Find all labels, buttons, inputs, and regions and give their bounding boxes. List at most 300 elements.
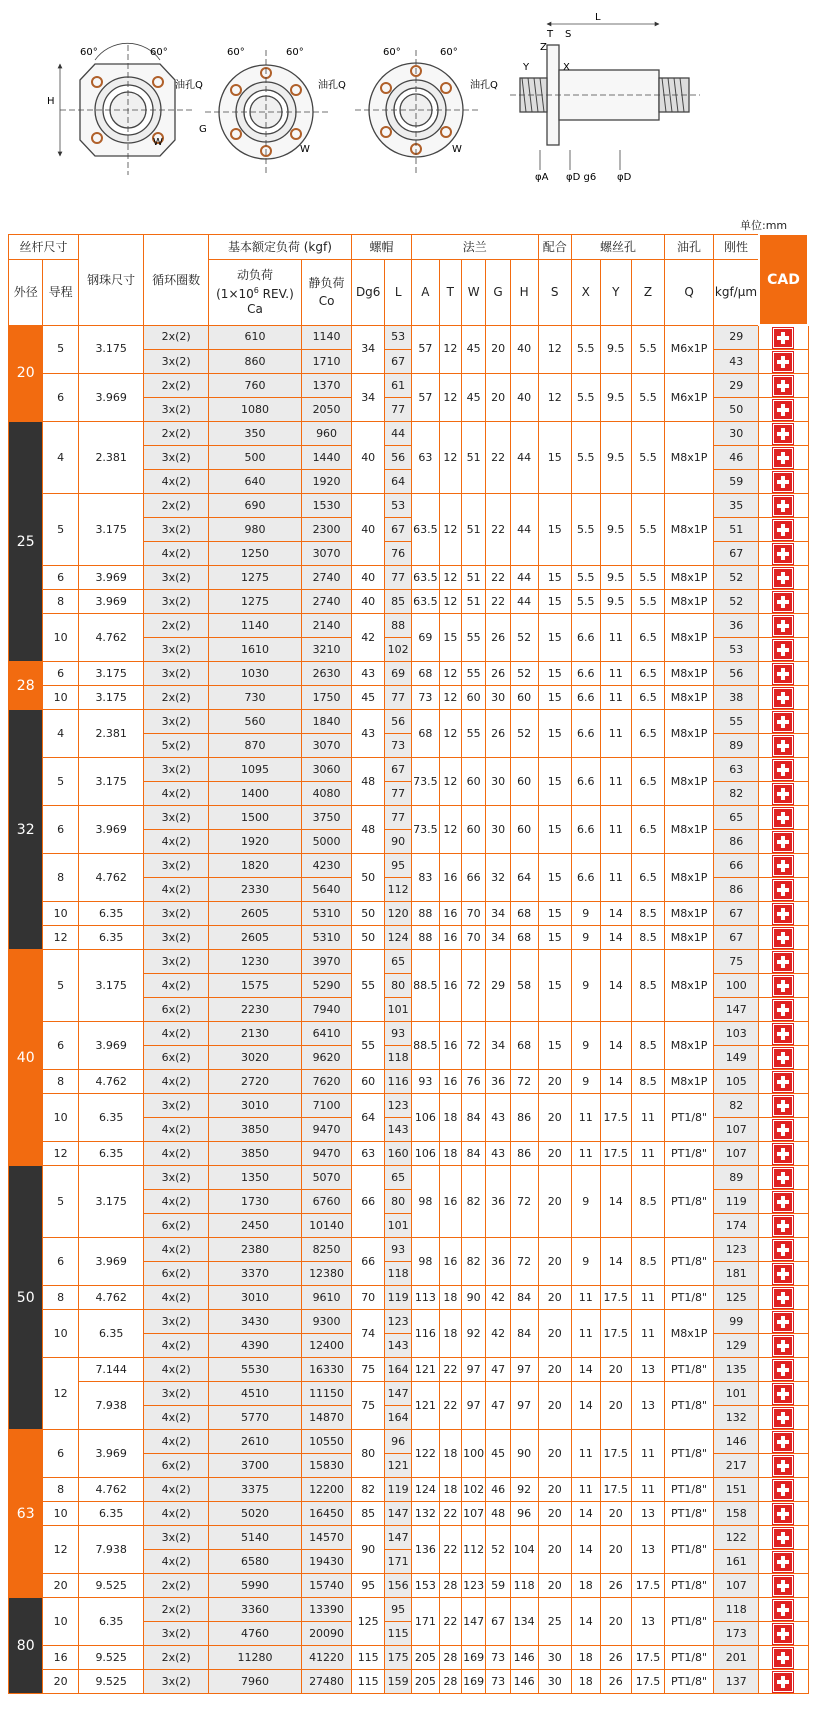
cad-download-icon[interactable]	[773, 1624, 793, 1644]
cell-circuits: 3x(2)	[144, 350, 208, 374]
cad-download-icon[interactable]	[773, 568, 793, 588]
cell-dg6: 60	[352, 1070, 385, 1094]
cell-dg6: 43	[352, 662, 385, 686]
cad-download-icon[interactable]	[773, 1000, 793, 1020]
cell-dynamic-load: 5140	[208, 1526, 301, 1550]
cell-x: 18	[571, 1646, 600, 1670]
cell-lead: 12	[43, 1142, 79, 1166]
cad-download-icon[interactable]	[773, 688, 793, 708]
cell-rigidity: 65	[713, 806, 759, 830]
cell-x: 14	[571, 1358, 600, 1382]
cell-g: 46	[486, 1478, 510, 1502]
cell-cad[interactable]	[759, 398, 808, 422]
cad-download-icon[interactable]	[773, 760, 793, 780]
cell-cad[interactable]	[759, 974, 808, 998]
cad-download-icon[interactable]	[773, 1432, 793, 1452]
table-row	[9, 1358, 809, 1382]
cell-lead: 8	[43, 1070, 79, 1094]
cell-z: 5.5	[631, 566, 664, 590]
cell-z: 8.5	[631, 1166, 664, 1238]
cell-cad[interactable]	[759, 1262, 808, 1286]
cell-g: 59	[486, 1574, 510, 1598]
cell-w: 51	[461, 422, 485, 494]
cell-cad[interactable]	[759, 1454, 808, 1478]
header-cad: CAD	[759, 234, 808, 325]
cell-cad[interactable]	[759, 1430, 808, 1454]
cell-dynamic-load: 2720	[208, 1070, 301, 1094]
cad-download-icon[interactable]	[773, 1120, 793, 1140]
cell-x: 5.5	[571, 325, 600, 374]
cell-cad[interactable]	[759, 518, 808, 542]
cell-l: 53	[385, 325, 412, 350]
cell-rigidity: 56	[713, 662, 759, 686]
cell-cad[interactable]	[759, 758, 808, 782]
cell-cad[interactable]	[759, 1550, 808, 1574]
cad-download-icon[interactable]	[773, 1672, 793, 1692]
cad-download-icon[interactable]	[773, 736, 793, 756]
cad-download-icon[interactable]	[773, 616, 793, 636]
cell-q: PT1/8"	[665, 1238, 714, 1286]
cell-cad[interactable]	[759, 542, 808, 566]
cell-cad[interactable]	[759, 1070, 808, 1094]
cell-circuits: 4x(2)	[144, 470, 208, 494]
cell-z: 5.5	[631, 374, 664, 422]
cell-s: 20	[538, 1478, 571, 1502]
cell-ball-dia: 3.175	[78, 686, 144, 710]
cell-t: 22	[439, 1526, 461, 1574]
cell-g: 47	[486, 1358, 510, 1382]
cell-s: 30	[538, 1646, 571, 1670]
cell-w: 45	[461, 374, 485, 422]
cell-static-load: 3970	[302, 950, 352, 974]
cad-download-icon[interactable]	[773, 592, 793, 612]
cell-a: 106	[412, 1142, 440, 1166]
cell-rigidity: 52	[713, 566, 759, 590]
header-dynamic-line3: Ca	[247, 301, 263, 316]
cell-rigidity: 82	[713, 782, 759, 806]
cell-x: 11	[571, 1478, 600, 1502]
header-static-line2: Co	[318, 294, 335, 308]
cell-static-load: 1750	[302, 686, 352, 710]
cell-x: 5.5	[571, 374, 600, 422]
cell-z: 17.5	[631, 1670, 664, 1694]
cell-dynamic-load: 5990	[208, 1574, 301, 1598]
cad-download-icon[interactable]	[773, 1456, 793, 1476]
cad-download-icon[interactable]	[773, 1504, 793, 1524]
cell-circuits: 3x(2)	[144, 806, 208, 830]
cell-static-load: 12400	[302, 1334, 352, 1358]
cell-dynamic-load: 870	[208, 734, 301, 758]
cell-dg6: 40	[352, 590, 385, 614]
cad-download-icon[interactable]	[773, 1168, 793, 1188]
header-y: Y	[600, 259, 631, 325]
cell-rigidity: 101	[713, 1382, 759, 1406]
cell-cad[interactable]	[759, 1046, 808, 1070]
cell-g: 52	[486, 1526, 510, 1574]
cell-s: 15	[538, 566, 571, 590]
cell-s: 15	[538, 686, 571, 710]
cell-cad[interactable]	[759, 1670, 808, 1694]
table-row	[9, 1094, 809, 1118]
dim-label-w: W	[300, 144, 310, 155]
header-s: S	[538, 259, 571, 325]
angle-label: 60°	[227, 47, 245, 58]
cad-download-icon[interactable]	[773, 904, 793, 924]
cad-download-icon[interactable]	[773, 1552, 793, 1572]
cell-static-load: 9300	[302, 1310, 352, 1334]
cell-x: 6.6	[571, 806, 600, 854]
cell-cad[interactable]	[759, 782, 808, 806]
cell-cad[interactable]	[759, 1334, 808, 1358]
cell-z: 5.5	[631, 325, 664, 374]
cad-download-icon[interactable]	[773, 1024, 793, 1044]
cell-cad[interactable]	[759, 1598, 808, 1622]
cell-lead: 8	[43, 1478, 79, 1502]
cell-rigidity: 66	[713, 854, 759, 878]
cad-download-icon[interactable]	[773, 1360, 793, 1380]
cell-rigidity: 105	[713, 1070, 759, 1094]
cell-static-load: 1530	[302, 494, 352, 518]
cell-dynamic-load: 4760	[208, 1622, 301, 1646]
cell-a: 98	[412, 1238, 440, 1286]
cad-download-icon[interactable]	[773, 1648, 793, 1668]
cell-cad[interactable]	[759, 830, 808, 854]
cell-cad[interactable]	[759, 325, 808, 350]
cell-static-load: 20090	[302, 1622, 352, 1646]
cell-q: PT1/8"	[665, 1478, 714, 1502]
cell-circuits: 3x(2)	[144, 1526, 208, 1550]
cell-circuits: 3x(2)	[144, 638, 208, 662]
cell-cad[interactable]	[759, 1094, 808, 1118]
cell-g: 36	[486, 1238, 510, 1286]
cell-circuits: 2x(2)	[144, 686, 208, 710]
cell-x: 14	[571, 1502, 600, 1526]
cell-outer-dia: 32	[9, 710, 43, 950]
cell-cad[interactable]	[759, 638, 808, 662]
cell-cad[interactable]	[759, 1358, 808, 1382]
cell-cad[interactable]	[759, 1646, 808, 1670]
cell-dynamic-load: 3010	[208, 1286, 301, 1310]
cell-dynamic-load: 730	[208, 686, 301, 710]
cell-circuits: 2x(2)	[144, 1598, 208, 1622]
cell-cad[interactable]	[759, 374, 808, 398]
cell-a: 116	[412, 1310, 440, 1358]
cell-t: 12	[439, 494, 461, 566]
cell-h: 68	[510, 926, 538, 950]
cell-dynamic-load: 1730	[208, 1190, 301, 1214]
cell-static-load: 4230	[302, 854, 352, 878]
cell-rigidity: 63	[713, 758, 759, 782]
cad-download-icon[interactable]	[773, 640, 793, 660]
cell-h: 60	[510, 686, 538, 710]
cell-s: 20	[538, 1574, 571, 1598]
cad-download-icon[interactable]	[773, 400, 793, 420]
dim-label-l: L	[595, 12, 601, 23]
cell-cad[interactable]	[759, 590, 808, 614]
cell-cad[interactable]	[759, 902, 808, 926]
cell-t: 22	[439, 1358, 461, 1382]
cell-l: 143	[385, 1334, 412, 1358]
cell-a: 63.5	[412, 494, 440, 566]
cell-t: 12	[439, 590, 461, 614]
cell-cad[interactable]	[759, 1526, 808, 1550]
cell-rigidity: 132	[713, 1406, 759, 1430]
cell-cad[interactable]	[759, 1214, 808, 1238]
header-screw-hole: 螺丝孔	[571, 234, 664, 259]
cell-y: 14	[600, 950, 631, 1022]
cad-download-icon[interactable]	[773, 376, 793, 396]
cad-download-icon[interactable]	[773, 1312, 793, 1332]
cad-download-icon[interactable]	[773, 328, 793, 348]
cell-g: 32	[486, 854, 510, 902]
cell-a: 106	[412, 1094, 440, 1142]
cad-download-icon[interactable]	[773, 544, 793, 564]
cell-cad[interactable]	[759, 734, 808, 758]
cell-cad[interactable]	[759, 1406, 808, 1430]
cad-download-icon[interactable]	[773, 520, 793, 540]
cell-dynamic-load: 2130	[208, 1022, 301, 1046]
cell-l: 85	[385, 590, 412, 614]
cell-w: 97	[461, 1382, 485, 1430]
cad-download-icon[interactable]	[773, 712, 793, 732]
cell-cad[interactable]	[759, 614, 808, 638]
cell-rigidity: 173	[713, 1622, 759, 1646]
cell-s: 20	[538, 1286, 571, 1310]
cad-download-icon[interactable]	[773, 1528, 793, 1548]
cell-w: 92	[461, 1310, 485, 1358]
cad-download-icon[interactable]	[773, 1264, 793, 1284]
cell-static-load: 7100	[302, 1094, 352, 1118]
cell-w: 60	[461, 758, 485, 806]
cell-outer-dia: 25	[9, 422, 43, 662]
cell-circuits: 3x(2)	[144, 902, 208, 926]
cell-y: 11	[600, 806, 631, 854]
cad-download-icon[interactable]	[773, 1480, 793, 1500]
cell-dynamic-load: 860	[208, 350, 301, 374]
cell-z: 6.5	[631, 710, 664, 758]
cell-static-load: 6760	[302, 1190, 352, 1214]
cad-download-icon[interactable]	[773, 1600, 793, 1620]
cell-dynamic-load: 5530	[208, 1358, 301, 1382]
cell-y: 20	[600, 1598, 631, 1646]
cell-dynamic-load: 2610	[208, 1430, 301, 1454]
cell-w: 55	[461, 662, 485, 686]
cad-download-icon[interactable]	[773, 352, 793, 372]
cell-dg6: 63	[352, 1142, 385, 1166]
cell-static-load: 9620	[302, 1046, 352, 1070]
cell-cad[interactable]	[759, 998, 808, 1022]
cad-download-icon[interactable]	[773, 808, 793, 828]
cell-lead: 10	[43, 1502, 79, 1526]
cad-download-icon[interactable]	[773, 1144, 793, 1164]
cad-download-icon[interactable]	[773, 1048, 793, 1068]
cell-ball-dia: 4.762	[78, 1286, 144, 1310]
cell-circuits: 4x(2)	[144, 782, 208, 806]
cad-download-icon[interactable]	[773, 1192, 793, 1212]
table-row	[9, 950, 809, 974]
table-row	[9, 1574, 809, 1598]
side-view-figure	[510, 24, 700, 170]
cell-rigidity: 89	[713, 1166, 759, 1190]
cell-dynamic-load: 1275	[208, 566, 301, 590]
cell-cad[interactable]	[759, 806, 808, 830]
cell-y: 14	[600, 1238, 631, 1286]
cell-cad[interactable]	[759, 1382, 808, 1406]
cad-download-icon[interactable]	[773, 1216, 793, 1236]
cad-download-icon[interactable]	[773, 856, 793, 876]
cad-download-icon[interactable]	[773, 1240, 793, 1260]
cell-cad[interactable]	[759, 446, 808, 470]
cell-h: 72	[510, 1070, 538, 1094]
cell-y: 20	[600, 1358, 631, 1382]
cell-rigidity: 46	[713, 446, 759, 470]
cell-s: 20	[538, 1382, 571, 1430]
cell-h: 44	[510, 494, 538, 566]
cell-cad[interactable]	[759, 350, 808, 374]
cell-cad[interactable]	[759, 710, 808, 734]
cell-q: M8x1P	[665, 422, 714, 494]
cell-w: 55	[461, 614, 485, 662]
cad-download-icon[interactable]	[773, 1072, 793, 1092]
cell-lead: 4	[43, 710, 79, 758]
cad-download-icon[interactable]	[773, 472, 793, 492]
cad-download-icon[interactable]	[773, 424, 793, 444]
unit-label: 单位:mm	[740, 219, 788, 232]
table-row	[9, 1070, 809, 1094]
table-row	[9, 1310, 809, 1334]
cell-cad[interactable]	[759, 1574, 808, 1598]
cell-y: 17.5	[600, 1430, 631, 1478]
cad-download-icon[interactable]	[773, 832, 793, 852]
cell-x: 5.5	[571, 494, 600, 566]
cell-h: 60	[510, 758, 538, 806]
cell-ball-dia: 6.35	[78, 1310, 144, 1358]
cell-h: 97	[510, 1382, 538, 1430]
cell-x: 11	[571, 1430, 600, 1478]
cell-cad[interactable]	[759, 662, 808, 686]
cell-cad[interactable]	[759, 566, 808, 590]
cell-s: 30	[538, 1670, 571, 1694]
cad-download-icon[interactable]	[773, 976, 793, 996]
cell-w: 60	[461, 806, 485, 854]
cell-static-load: 2630	[302, 662, 352, 686]
cell-cad[interactable]	[759, 494, 808, 518]
cell-q: M8x1P	[665, 662, 714, 686]
cell-l: 102	[385, 638, 412, 662]
cell-g: 26	[486, 614, 510, 662]
cell-cad[interactable]	[759, 1478, 808, 1502]
cell-z: 13	[631, 1526, 664, 1574]
cell-l: 160	[385, 1142, 412, 1166]
cell-t: 16	[439, 1166, 461, 1238]
cad-download-icon[interactable]	[773, 496, 793, 516]
cell-l: 147	[385, 1526, 412, 1550]
cell-cad[interactable]	[759, 1118, 808, 1142]
cell-cad[interactable]	[759, 878, 808, 902]
cell-cad[interactable]	[759, 1142, 808, 1166]
cell-cad[interactable]	[759, 686, 808, 710]
cell-cad[interactable]	[759, 1502, 808, 1526]
cell-cad[interactable]	[759, 1238, 808, 1262]
cell-a: 88	[412, 902, 440, 926]
cell-cad[interactable]	[759, 854, 808, 878]
cell-rigidity: 129	[713, 1334, 759, 1358]
cell-cad[interactable]	[759, 1190, 808, 1214]
cell-y: 9.5	[600, 422, 631, 494]
cell-rigidity: 122	[713, 1526, 759, 1550]
cad-download-icon[interactable]	[773, 1384, 793, 1404]
cad-download-icon[interactable]	[773, 1408, 793, 1428]
cell-g: 36	[486, 1166, 510, 1238]
cell-cad[interactable]	[759, 926, 808, 950]
cad-download-icon[interactable]	[773, 880, 793, 900]
cell-circuits: 3x(2)	[144, 566, 208, 590]
cell-rigidity: 119	[713, 1190, 759, 1214]
cad-download-icon[interactable]	[773, 1576, 793, 1596]
dim-label-z: Z	[540, 42, 547, 53]
cell-x: 11	[571, 1310, 600, 1358]
cell-dg6: 85	[352, 1502, 385, 1526]
cell-y: 14	[600, 1166, 631, 1238]
cell-rigidity: 51	[713, 518, 759, 542]
cell-rigidity: 135	[713, 1358, 759, 1382]
cell-x: 14	[571, 1526, 600, 1574]
cell-cad[interactable]	[759, 1310, 808, 1334]
cell-s: 20	[538, 1430, 571, 1478]
cell-l: 77	[385, 566, 412, 590]
cad-download-icon[interactable]	[773, 784, 793, 804]
cell-a: 205	[412, 1670, 440, 1694]
angle-label: 60°	[80, 47, 98, 58]
cell-l: 65	[385, 1166, 412, 1190]
cell-cad[interactable]	[759, 1022, 808, 1046]
table-row	[9, 662, 809, 686]
cell-static-load: 1840	[302, 710, 352, 734]
cell-cad[interactable]	[759, 1166, 808, 1190]
cell-w: 84	[461, 1094, 485, 1142]
cell-rigidity: 38	[713, 686, 759, 710]
cell-cad[interactable]	[759, 950, 808, 974]
cell-rigidity: 146	[713, 1430, 759, 1454]
cell-cad[interactable]	[759, 422, 808, 446]
cell-w: 51	[461, 494, 485, 566]
cell-q: M8x1P	[665, 1310, 714, 1358]
cell-h: 104	[510, 1526, 538, 1574]
cell-x: 9	[571, 1166, 600, 1238]
cell-x: 5.5	[571, 422, 600, 494]
cad-download-icon[interactable]	[773, 664, 793, 684]
cell-circuits: 3x(2)	[144, 662, 208, 686]
cell-circuits: 4x(2)	[144, 1238, 208, 1262]
cell-cad[interactable]	[759, 470, 808, 494]
cad-download-icon[interactable]	[773, 1288, 793, 1308]
cell-g: 42	[486, 1286, 510, 1310]
cad-download-icon[interactable]	[773, 1336, 793, 1356]
angle-label: 60°	[286, 47, 304, 58]
cad-download-icon[interactable]	[773, 448, 793, 468]
cell-y: 9.5	[600, 590, 631, 614]
cell-dynamic-load: 4390	[208, 1334, 301, 1358]
header-dynamic-sup: 6	[253, 285, 259, 295]
cad-download-icon[interactable]	[773, 928, 793, 948]
cell-cad[interactable]	[759, 1286, 808, 1310]
cad-download-icon[interactable]	[773, 1096, 793, 1116]
cad-download-icon[interactable]	[773, 952, 793, 972]
cell-cad[interactable]	[759, 1622, 808, 1646]
cell-z: 6.5	[631, 854, 664, 902]
cell-circuits: 3x(2)	[144, 854, 208, 878]
cell-l: 90	[385, 830, 412, 854]
